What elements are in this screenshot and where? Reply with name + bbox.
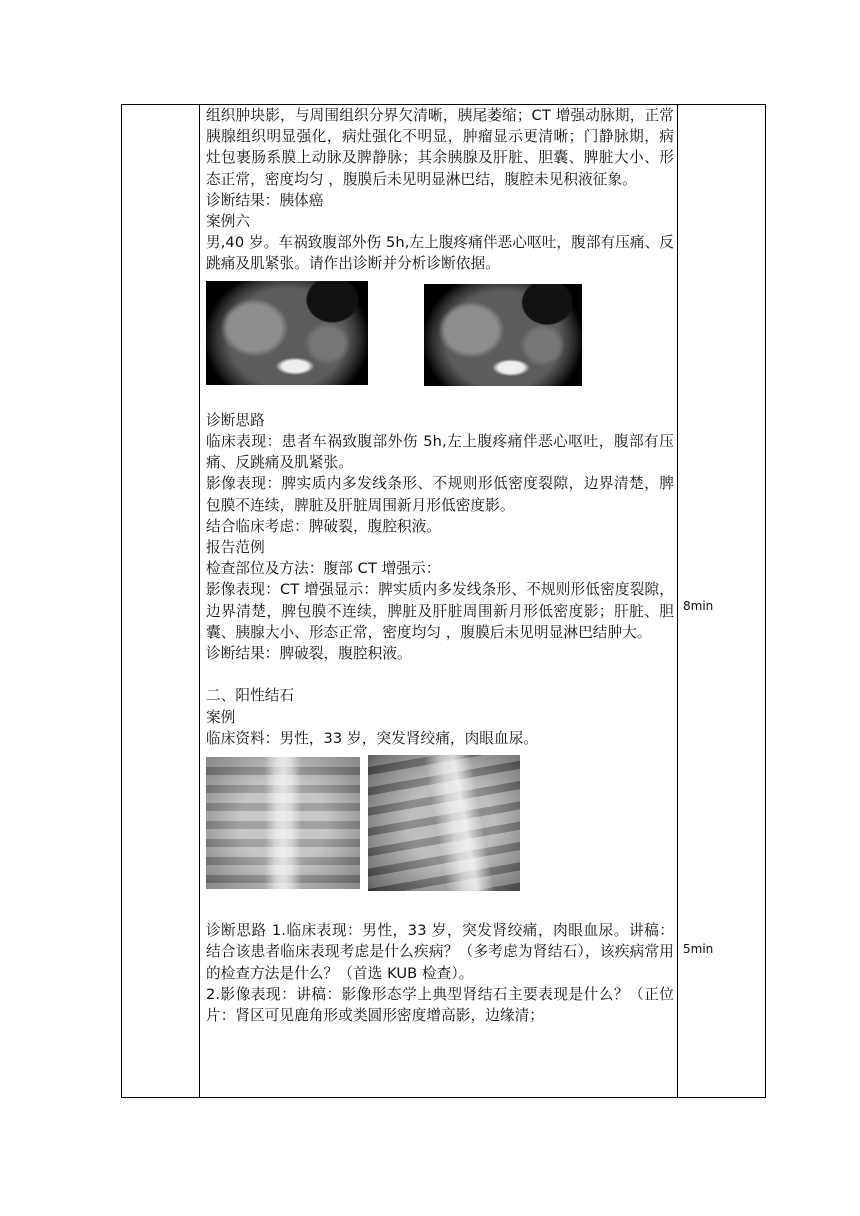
blank-line xyxy=(206,389,674,410)
paragraph: 报告范例 xyxy=(206,539,265,557)
paragraph: 检查部位及方法：腹部 CT 增强示： xyxy=(206,560,441,578)
column-divider-2 xyxy=(677,105,678,1097)
paragraph: 男,40 岁。车祸致腹部外伤 5h,左上腹疼痛伴恶心呕吐，腹部有压痛、反跳痛及肌紧张。请作出诊断并分析诊断依据。 xyxy=(206,234,674,273)
time-label-1: 8min xyxy=(683,599,714,613)
blank-line xyxy=(206,664,674,685)
ct-scan-image-2 xyxy=(424,284,582,386)
ct-image-row xyxy=(206,279,674,389)
paragraph: 临床资料：男性，33 岁，突发肾绞痛，肉眼血尿。 xyxy=(206,729,539,747)
paragraph: 结合临床考虑：脾破裂，腹腔积液。 xyxy=(206,517,442,535)
paragraph: 2.影像表现：讲稿：影像形态学上典型肾结石主要表现是什么？（正位片：肾区可见鹿角形或类圆形密度增高影，边缘清； xyxy=(206,985,674,1025)
paragraph: 影像表现：CT 增强显示：脾实质内多发线条形、不规则形低密度裂隙，边界清楚，脾包膜不连续，脾脏及肝脏周围新月形低密度影；肝脏、胆囊、胰腺大小、形态正常，密度均匀 ，腹膜后未见明显淋巴结肿大。 xyxy=(206,581,674,641)
lesson-plan-table xyxy=(121,104,766,1098)
xray-ap-image xyxy=(206,757,360,889)
content-cell xyxy=(206,105,674,1026)
xray-image-row xyxy=(206,755,674,899)
column-divider-1 xyxy=(199,105,200,1097)
time-label-2: 5min xyxy=(683,942,714,956)
ct-scan-image-1 xyxy=(206,281,368,385)
paragraph: 二、阳性结石 xyxy=(206,687,295,705)
paragraph: 案例六 xyxy=(206,213,251,231)
paragraph: 诊断思路 xyxy=(206,411,265,429)
paragraph: 诊断结果：胰体癌 xyxy=(206,191,324,209)
xray-lateral-image xyxy=(368,755,520,891)
paragraph: 案例 xyxy=(206,708,236,726)
blank-line xyxy=(206,899,674,920)
paragraph: 影像表现：脾实质内多发线条形、不规则形低密度裂隙，边界清楚，脾包膜不连续，脾脏及肝脏周围新月形低密度影。 xyxy=(206,475,674,514)
paragraph: 组织肿块影，与周围组织分界欠清晰，胰尾萎缩；CT 增强动脉期，正常胰腺组织明显强化，病灶强化不明显，肿瘤显示更清晰；门静脉期，病灶包裹肠系膜上动脉及脾静脉；其余胰腺及肝脏、胆囊、脾脏大小、形态正常，密度均匀 ，腹膜后未见明显淋巴结，腹腔未见积液征象。 xyxy=(206,107,674,188)
paragraph: 临床表现：患者车祸致腹部外伤 5h,左上腹疼痛伴恶心呕吐，腹部有压痛、反跳痛及肌紧张。 xyxy=(206,433,674,472)
paragraph: 诊断思路 1.临床表现：男性，33 岁，突发肾绞痛，肉眼血尿。讲稿：结合该患者临床表现考虑是什么疾病？（多考虑为肾结石），该疾病常用的检查方法是什么？（首选 KUB 检查）。 xyxy=(206,922,674,982)
paragraph: 诊断结果：脾破裂，腹腔积液。 xyxy=(206,645,412,663)
